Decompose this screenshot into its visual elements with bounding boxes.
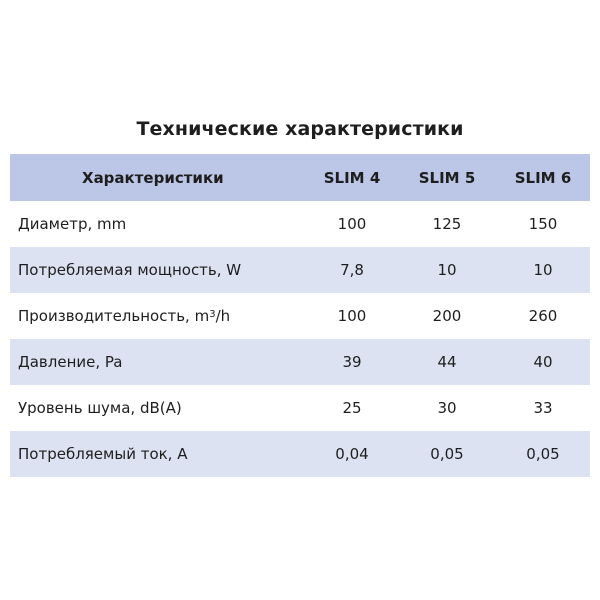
page-title: Технические характеристики	[136, 118, 464, 140]
value-slim-6: 33	[533, 399, 553, 417]
value-slim-4: 0,04	[335, 445, 369, 463]
row-label: Потребляемая мощность, W	[18, 261, 242, 279]
value-slim-4: 25	[342, 399, 362, 417]
specifications-table	[10, 154, 590, 477]
value-slim-6: 0,05	[526, 445, 560, 463]
value-slim-6: 10	[533, 261, 553, 279]
value-slim-5: 30	[437, 399, 457, 417]
table-row-capacity	[10, 293, 590, 339]
header-slim-5: SLIM 5	[418, 168, 476, 187]
value-slim-4: 100	[337, 215, 367, 233]
header-characteristics: Характеристики	[82, 168, 224, 187]
value-slim-6: 150	[528, 215, 558, 233]
table-row-current	[10, 431, 590, 477]
table-row-pressure	[10, 339, 590, 385]
value-slim-4: 7,8	[340, 261, 364, 279]
value-slim-5: 10	[437, 261, 457, 279]
value-slim-5: 0,05	[430, 445, 464, 463]
table-row-diameter	[10, 201, 590, 247]
row-label: Давление, Pa	[18, 353, 123, 371]
header-slim-4: SLIM 4	[323, 168, 381, 187]
row-label-tail: /h	[215, 307, 231, 325]
value-slim-5: 125	[432, 215, 462, 233]
row-label-main: Производительность, m	[18, 307, 210, 325]
value-slim-5: 44	[437, 353, 457, 371]
value-slim-6: 260	[528, 307, 558, 325]
table-row-noise	[10, 385, 590, 431]
row-label: Диаметр, mm	[18, 215, 127, 233]
header-slim-6: SLIM 6	[514, 168, 572, 187]
row-label: Уровень шума, dB(A)	[18, 399, 182, 417]
value-slim-6: 40	[533, 353, 553, 371]
value-slim-5: 200	[432, 307, 462, 325]
table-row-power	[10, 247, 590, 293]
row-label: Производительность, m $^3$ /h	[18, 307, 231, 325]
value-slim-4: 39	[342, 353, 362, 371]
table-header-row	[10, 154, 590, 201]
row-label: Потребляемый ток, A	[18, 445, 188, 463]
value-slim-4: 100	[337, 307, 367, 325]
